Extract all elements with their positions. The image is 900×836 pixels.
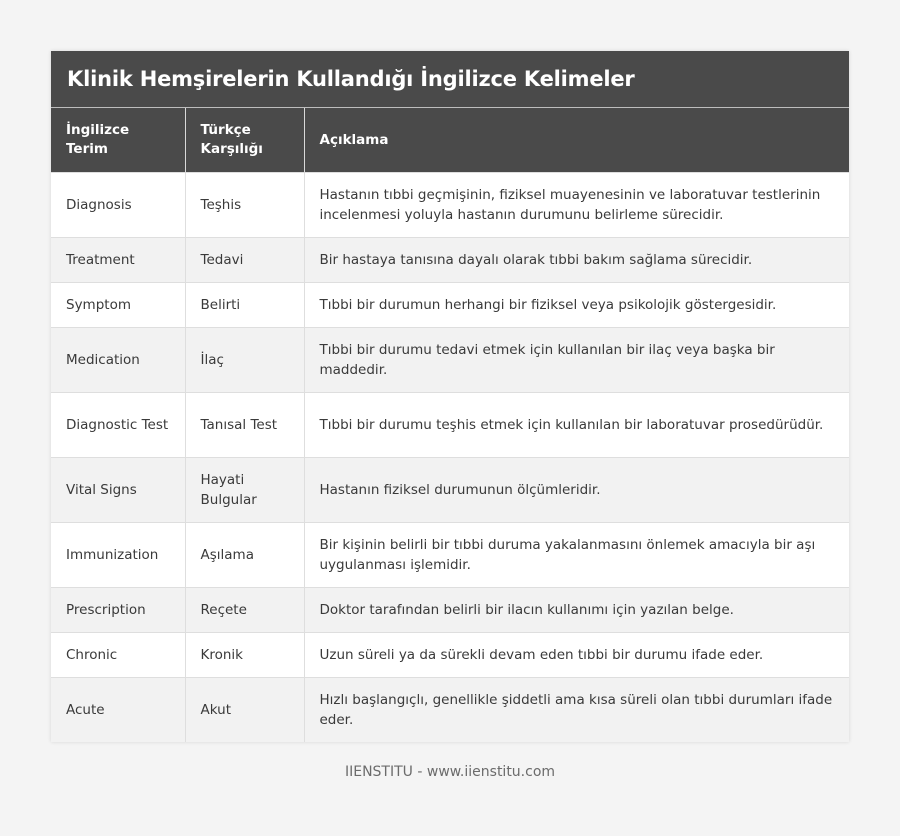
cell-description: Hastanın fiziksel durumunun ölçümleridir. (304, 458, 849, 523)
table-row (51, 458, 849, 523)
cell-description: Uzun süreli ya da sürekli devam eden tıbbi bir durumu ifade eder. (304, 633, 849, 678)
cell-turkish: Tedavi (185, 238, 304, 283)
table-row (51, 173, 849, 238)
table-row (51, 238, 849, 283)
cell-term: Immunization (51, 523, 185, 588)
cell-description: Hızlı başlangıçlı, genellikle şiddetli ama kısa süreli olan tıbbi durumları ifade eder. (304, 678, 849, 743)
cell-description: Tıbbi bir durumun herhangi bir fiziksel veya psikolojik göstergesidir. (304, 283, 849, 328)
cell-term: Diagnostic Test (51, 393, 185, 458)
cell-description: Hastanın tıbbi geçmişinin, fiziksel muayenesinin ve laboratuvar testlerinin incelenmesi yoluyla hastanın durumunu belirleme sürecidir. (304, 173, 849, 238)
column-header-turkish-equivalent: Türkçe Karşılığı (185, 108, 304, 173)
table-title-bar (51, 51, 849, 108)
column-header-description: Açıklama (304, 108, 849, 173)
cell-turkish: İlaç (185, 328, 304, 393)
cell-term: Medication (51, 328, 185, 393)
table-header-row (51, 108, 849, 173)
cell-description: Tıbbi bir durumu tedavi etmek için kullanılan bir ilaç veya başka bir maddedir. (304, 328, 849, 393)
table-title: Klinik Hemşirelerin Kullandığı İngilizce Kelimeler (67, 67, 635, 91)
cell-turkish: Hayati Bulgular (185, 458, 304, 523)
cell-term: Diagnosis (51, 173, 185, 238)
cell-term: Prescription (51, 588, 185, 633)
cell-term: Treatment (51, 238, 185, 283)
table-row (51, 633, 849, 678)
glossary-table (51, 108, 849, 742)
cell-turkish: Aşılama (185, 523, 304, 588)
cell-description: Tıbbi bir durumu teşhis etmek için kullanılan bir laboratuvar prosedürüdür. (304, 393, 849, 458)
cell-turkish: Teşhis (185, 173, 304, 238)
table-row (51, 523, 849, 588)
cell-turkish: Belirti (185, 283, 304, 328)
table-row (51, 393, 849, 458)
table-row (51, 328, 849, 393)
cell-turkish: Reçete (185, 588, 304, 633)
cell-term: Chronic (51, 633, 185, 678)
glossary-table-card (51, 51, 849, 742)
cell-description: Bir hastaya tanısına dayalı olarak tıbbi bakım sağlama sürecidir. (304, 238, 849, 283)
cell-turkish: Kronik (185, 633, 304, 678)
cell-term: Vital Signs (51, 458, 185, 523)
table-row (51, 588, 849, 633)
table-row (51, 283, 849, 328)
cell-term: Acute (51, 678, 185, 743)
cell-turkish: Tanısal Test (185, 393, 304, 458)
column-header-english-term: İngilizce Terim (51, 108, 185, 173)
footer-credit: IIENSTITU - www.iienstitu.com (344, 764, 556, 780)
cell-description: Bir kişinin belirli bir tıbbi duruma yakalanmasını önlemek amacıyla bir aşı uygulanması işlemidir. (304, 523, 849, 588)
table-row (51, 678, 849, 743)
cell-description: Doktor tarafından belirli bir ilacın kullanımı için yazılan belge. (304, 588, 849, 633)
cell-turkish: Akut (185, 678, 304, 743)
cell-term: Symptom (51, 283, 185, 328)
